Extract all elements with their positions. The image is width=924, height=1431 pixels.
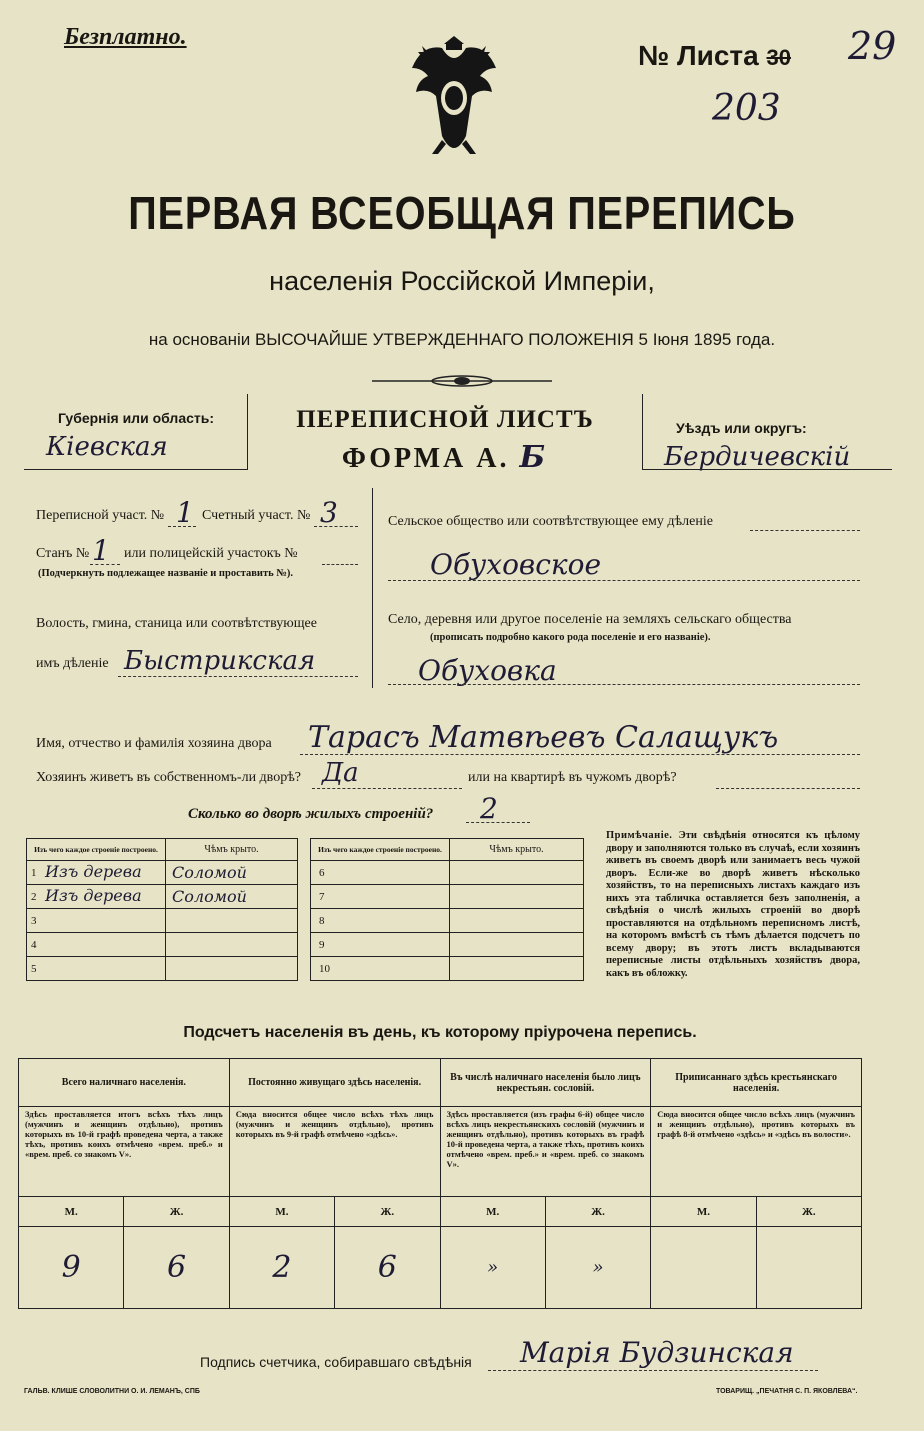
police-label: или полицейскій участокъ № (124, 546, 298, 561)
form-letter: Б (519, 440, 549, 475)
free-label: Безплатно. (64, 24, 187, 50)
volost-value: Быстрикская (124, 646, 316, 676)
table-row: 7 (311, 885, 584, 909)
note-block (606, 830, 860, 980)
census-district-label: Переписной участ. № (36, 508, 165, 523)
main-title: ПЕРВАЯ ВСЕОБЩАЯ ПЕРЕПИСЬ (128, 187, 796, 239)
table-row: 2 Изъ дерева Соломой (27, 885, 298, 909)
sheet-number-crossed: 30 (766, 45, 791, 70)
basis-line: на основаніи ВЫСОЧАЙШЕ УТВЕРЖДЕННАГО ПОЛОЖЕНІЯ 5 Іюня 1895 года. (148, 330, 776, 349)
ornament-divider (372, 374, 552, 388)
form-title: ПЕРЕПИСНОЙ ЛИСТЪ (296, 406, 594, 433)
census-district-value: 1 (176, 496, 194, 529)
count-4-female (756, 1227, 861, 1309)
female-header: Ж. (756, 1197, 861, 1227)
count-col-desc-3: Здѣсь проставляется (изъ графы 6-й) общее число всѣхъ лицъ некрестьянскихъ сословій (мужчинъ и женщинъ отдѣльно), противъ которыхъ въ графѣ 10-й проведена черта, а также тѣхъ, противъ коихъ отмѣчено «врем. преб.» и «врем. преб. со знакомъ V». (440, 1107, 651, 1197)
signature-value: Марія Будзинская (520, 1336, 794, 1369)
row-roof: Соломой (172, 886, 247, 906)
count-2-male: 2 (229, 1227, 334, 1309)
count-col-head-1: Всего наличнаго населенія. (19, 1059, 230, 1107)
owner-value: Тарасъ Матвѣевъ Салащукъ (308, 720, 779, 755)
stan-value: 1 (92, 534, 110, 567)
col-roof-header: Чѣмъ крыто. (450, 839, 584, 861)
note-head: Примѣчаніе. (606, 830, 673, 841)
col-roof-header: Чѣмъ крыто. (166, 839, 298, 861)
volost-label-2: имъ дѣленіе (36, 656, 109, 671)
male-header: М. (19, 1197, 124, 1227)
male-header: М. (651, 1197, 756, 1227)
subtitle: населенія Россійской Имперіи, (269, 266, 655, 296)
sheet-number-secondary: 203 (712, 88, 781, 129)
table-row: 3 (27, 909, 298, 933)
count-1-female: 6 (124, 1227, 229, 1309)
count-2-female: 6 (335, 1227, 440, 1309)
society-value: Обуховское (430, 548, 602, 581)
col-material-header: Изъ чего каждое строеніе построено. (311, 839, 450, 861)
count-title: Подсчетъ населенія въ день, къ которому пріурочена перепись. (183, 1024, 697, 1041)
village-label: Село, деревня или другое поселеніе на земляхъ сельскаго общества (388, 612, 792, 627)
vertical-divider (372, 488, 373, 688)
row-roof: Соломой (172, 862, 247, 882)
buildings-label: Сколько во дворѣ жилыхъ строеній? (188, 806, 434, 822)
stan-note: (Подчеркнуть подлежащее названіе и проставить №). (38, 568, 293, 579)
note-text: Эти свѣдѣнія относятся къ цѣлому двору и заполняются только въ случаѣ, если хозяинъ живетъ въ своемъ дворѣ или занимаетъ весь чужой дворъ. Если-же во дворѣ живетъ нѣсколько хозяйствъ, то на переписныхъ листахъ каждаго изъ нихъ эта табличка оставляется безъ заполненія, а свѣдѣнія о числѣ жилыхъ строеній во дворѣ проставляются на отдѣльномъ переписномъ листѣ, на которомъ вмѣстѣ съ тѣмъ дѣлается подсчетъ по всему двору; въ этотъ листъ вкладываются переписные листы отдѣльныхъ хозяйствъ двора, какъ въ обложку. (606, 830, 860, 979)
double-headed-eagle-emblem (398, 28, 510, 168)
society-label: Сельское общество или соотвѣтствующее ему дѣленіе (388, 514, 713, 529)
female-header: Ж. (335, 1197, 440, 1227)
sheet-number-label: № Листа (638, 40, 759, 71)
male-header: М. (229, 1197, 334, 1227)
form-label: ФОРМА А. (341, 443, 510, 474)
table-row: 9 (311, 933, 584, 957)
count-col-desc-2: Сюда вносится общее число всѣхъ тѣхъ лицъ (мужчинъ и женщинъ отдѣльно), противъ которыхъ въ 9-й графѣ отмѣчено «здѣсь». (229, 1107, 440, 1197)
volost-label: Волость, гмина, станица или соотвѣтствующее (36, 616, 317, 631)
count-table (18, 1058, 862, 1309)
female-header: Ж. (124, 1197, 229, 1227)
col-material-header: Изъ чего каждое строеніе построено. (27, 839, 166, 861)
count-4-male (651, 1227, 756, 1309)
table-row: 6 (311, 861, 584, 885)
row-material: Изъ дерева (45, 862, 142, 881)
table-row: 8 (311, 909, 584, 933)
count-col-desc-1: Здѣсь проставляется итогъ всѣхъ тѣхъ лицъ (мужчинъ и женщинъ отдѣльно), противъ которыхъ въ 10-й графѣ проведена черта, а также тѣхъ, противъ коихъ отмѣчено «врем. преб.» и «врем. преб. со знакомъ V». (19, 1107, 230, 1197)
female-header: Ж. (545, 1197, 650, 1227)
table-row: 4 (27, 933, 298, 957)
sheet-number-value: 29 (848, 24, 897, 68)
count-col-head-2: Постоянно живущаго здѣсь населенія. (229, 1059, 440, 1107)
right-imprint: ТОВАРИЩ. „ПЕЧАТНЯ С. П. ЯКОВЛЕВА“. (716, 1388, 858, 1395)
village-note: (прописать подробно какого рода поселеніе и его названіе). (430, 632, 711, 643)
table-row: 5 (27, 957, 298, 981)
count-3-female: » (545, 1227, 650, 1309)
count-3-male: » (440, 1227, 545, 1309)
buildings-table-left (26, 838, 298, 981)
own-yard-label: Хозяинъ живетъ въ собственномъ-ли дворѣ? (36, 770, 302, 785)
stan-label: Станъ № (36, 546, 90, 561)
count-values-row (19, 1227, 862, 1309)
left-imprint: ГАЛЬВ. КЛИШЕ СЛОВОЛИТНИ О. И. ЛЕМАНЪ, СПБ (24, 1388, 200, 1395)
own-yard-value: Да (322, 758, 359, 788)
row-material: Изъ дерева (45, 886, 142, 905)
village-value: Обуховка (418, 654, 557, 687)
signature-label: Подпись счетчика, собиравшаго свѣдѣнія (200, 1354, 472, 1370)
buildings-table-right (310, 838, 584, 981)
rented-label: или на квартирѣ въ чужомъ дворѣ? (468, 770, 677, 785)
buildings-value: 2 (480, 792, 498, 825)
count-col-head-3: Въ числѣ наличнаго населенія было лицъ некрестьян. сословій. (440, 1059, 651, 1107)
count-col-desc-4: Сюда вносится общее число всѣхъ лицъ (мужчинъ и женщинъ отдѣльно), противъ которыхъ въ графѣ 8-й отмѣчено «здѣсь» и «здѣсь въ волости». (651, 1107, 862, 1197)
table-row: 1 Изъ дерева Соломой (27, 861, 298, 885)
district-label: Уѣздъ или округъ: (676, 420, 807, 436)
table-row: 10 (311, 957, 584, 981)
province-value: Кіевская (46, 432, 168, 462)
male-header: М. (440, 1197, 545, 1227)
counting-district-label: Счетный участ. № (202, 508, 311, 523)
owner-label: Имя, отчество и фамилія хозяина двора (36, 736, 272, 751)
counting-district-value: 3 (320, 496, 338, 529)
province-label: Губернія или область: (58, 410, 215, 426)
count-col-head-4: Приписаннаго здѣсь крестьянскаго населенія. (651, 1059, 862, 1107)
district-value: Бердичевскій (664, 442, 851, 472)
count-1-male: 9 (19, 1227, 124, 1309)
